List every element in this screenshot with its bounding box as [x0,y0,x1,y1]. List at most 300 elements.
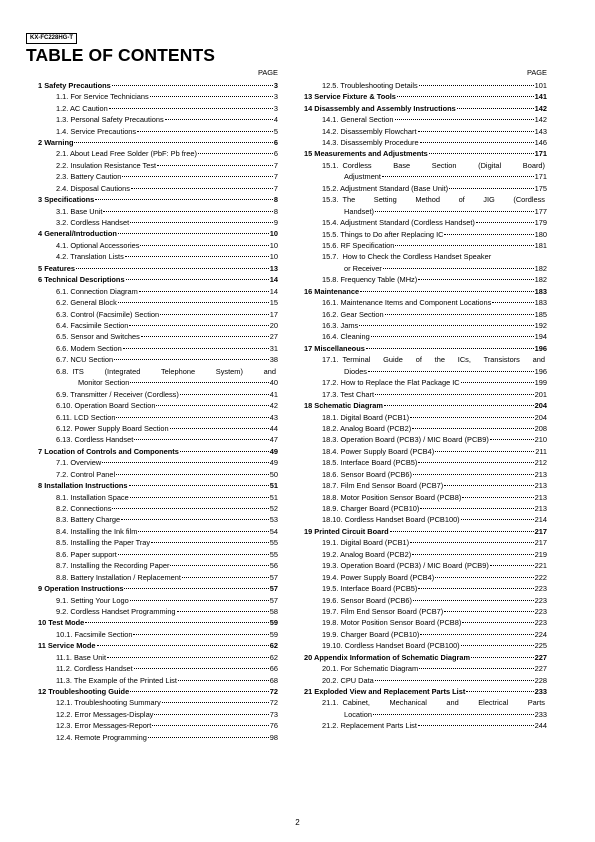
toc-subsection-entry[interactable] [304,377,547,388]
toc-entry-number: 2 [38,137,43,147]
toc-subsection-entry[interactable] [304,331,547,342]
dot-leader [134,668,269,669]
toc-subsection-entry[interactable] [304,720,547,731]
toc-entry-title: Interface Board (PCB5) [340,584,418,594]
toc-entry-number: 6.4. [56,320,69,330]
toc-entry-page: 10 [269,240,278,250]
toc-subsection-entry[interactable] [38,286,278,297]
toc-subsection-entry[interactable] [38,526,278,537]
toc-subsection-entry[interactable] [38,331,278,342]
toc-entry-number: 8.7. [56,561,69,571]
toc-entry-number: 11 [38,641,46,651]
toc-entry-title: Base Unit [73,652,106,662]
dot-leader [375,680,534,681]
dot-leader [130,222,273,223]
dot-leader [373,714,534,715]
toc-entry-title: Battery Installation / Replacement [70,572,181,582]
toc-entry-number: 9.1. [56,595,69,605]
toc-entry-page: 49 [269,458,278,468]
toc-entry-page: 214 [534,515,547,525]
dot-leader [152,725,268,726]
toc-entry-title: Battery Charge [70,515,121,525]
dot-leader [418,131,534,132]
toc-subsection-entry[interactable] [304,297,547,308]
toc-entry-number: 15 [304,149,313,159]
toc-entry-page: 40 [269,378,278,388]
toc-subsection-entry[interactable] [38,606,278,617]
toc-entry-page: 192 [534,321,547,331]
toc-entry-page: 142 [534,115,547,125]
toc-entry-page: 57 [269,595,278,605]
dot-leader [118,554,269,555]
toc-subsection-entry[interactable] [38,354,278,365]
toc-entry-page: 194 [534,332,547,342]
toc-entry-page: 72 [269,687,278,696]
toc-entry-number: 18.7. [322,481,339,491]
toc-entry-title: Film End Sensor Board (PCB7) [340,481,444,491]
dot-leader [366,348,534,349]
toc-subsection-entry[interactable] [38,537,278,548]
dot-leader [384,405,534,406]
toc-entry-number: 18.9. [322,504,339,514]
toc-subsection-entry[interactable] [38,469,278,480]
toc-entry-title: Safety Precautions [44,80,111,90]
toc-subsection-entry[interactable] [38,457,278,468]
toc-section-entry[interactable] [304,103,547,114]
toc-subsection-entry[interactable] [38,206,278,217]
toc-entry-page: 212 [534,458,547,468]
toc-subsection-entry[interactable] [304,240,547,251]
toc-entry-title: RF Specification [340,240,395,250]
toc-entry-title: Operation Board (PCB3) / MIC Board (PCB9) [340,561,489,571]
toc-entry-title: General Block [70,298,117,308]
toc-entry-page: 183 [534,298,547,308]
toc-section-entry[interactable] [38,686,278,697]
toc-entry-number: 17.1. [322,355,339,365]
toc-entry-number: 8 [38,481,43,491]
toc-entry-title: Cordless Handset [74,435,134,445]
toc-subsection-entry[interactable] [38,114,278,125]
toc-entry-page: 201 [534,389,547,399]
toc-entry-number: 14 [304,103,313,113]
toc-entry-number: 19.4. [322,572,339,582]
toc-entry-title: Remote Programming [74,732,147,742]
toc-entry-title: Paper support [70,549,117,559]
toc-entry-page: 7 [273,160,278,170]
dot-leader [395,119,534,120]
toc-subsection-entry[interactable] [304,675,547,686]
toc-subsection-entry[interactable] [38,595,278,606]
toc-subsection-entry[interactable] [304,126,547,137]
toc-right-column [304,68,547,732]
toc-subsection-entry[interactable] [304,480,547,491]
toc-entry-page: 223 [534,618,547,628]
toc-section-entry[interactable] [38,274,278,285]
toc-entry-page: 10 [269,252,278,262]
toc-section-entry[interactable] [38,263,278,274]
dot-leader [410,542,534,543]
toc-entry-title: Technical Descriptions [44,275,125,285]
dot-leader [461,645,534,646]
toc-subsection-entry[interactable] [38,297,278,308]
toc-subsection-entry[interactable] [38,148,278,159]
toc-entry-title: Facsimile Section [70,320,129,330]
toc-entry-number: 6.12. [56,423,73,433]
toc-entry-title-continued: Diodes [344,366,368,376]
toc-subsection-entry[interactable] [38,320,278,331]
toc-entry-page: 101 [534,80,547,90]
toc-entry-page: 72 [269,698,278,708]
toc-subsection-entry[interactable] [38,720,278,731]
toc-entry-page: 5 [273,126,278,136]
toc-entry-page: 49 [269,446,278,456]
toc-subsection-entry[interactable] [38,503,278,514]
toc-entry-title-continued: Monitor Section [78,378,130,388]
toc-subsection-entry[interactable] [38,126,278,137]
toc-entry-title: Control (Facsimile) Section [70,309,160,319]
dot-leader [177,611,269,612]
toc-entry-number: 7 [38,446,43,456]
toc-subsection-entry[interactable] [304,160,547,183]
toc-entry-page: 223 [534,595,547,605]
toc-entry-number: 12.5. [322,80,339,90]
toc-entry-number: 8.4. [56,526,69,536]
toc-entry-page: 142 [534,103,547,113]
toc-entry-page: 224 [534,629,547,639]
toc-entry-title-continued: Location [344,709,372,719]
toc-entry-title: Sensor Board (PCB6) [340,595,412,605]
toc-subsection-entry[interactable] [38,709,278,720]
toc-subsection-entry[interactable] [38,103,278,114]
dot-leader [420,634,533,635]
toc-entry-page: 56 [269,561,278,571]
toc-subsection-entry[interactable] [38,560,278,571]
toc-subsection-entry[interactable] [304,194,547,217]
toc-section-entry[interactable] [38,480,278,491]
toc-subsection-entry[interactable] [38,389,278,400]
toc-subsection-entry[interactable] [304,560,547,571]
toc-entry-page: 213 [534,492,547,502]
toc-subsection-entry[interactable] [38,91,278,102]
toc-subsection-entry[interactable] [38,732,278,743]
toc-entry-title: Operation Board Section [74,401,156,411]
toc-subsection-entry[interactable] [38,343,278,354]
dot-leader [397,96,534,97]
toc-subsection-entry[interactable] [304,446,547,457]
dot-leader [412,554,533,555]
toc-subsection-entry[interactable] [38,366,278,389]
dot-leader [383,268,534,269]
toc-subsection-entry[interactable] [38,492,278,503]
toc-subsection-entry[interactable] [38,652,278,663]
dot-leader [449,188,534,189]
toc-entry-page: 42 [269,401,278,411]
toc-subsection-entry[interactable] [304,514,547,525]
toc-entry-number: 19.1. [322,538,339,548]
toc-section-entry[interactable] [304,343,547,354]
toc-entry-page: 213 [534,481,547,491]
toc-subsection-entry[interactable] [304,217,547,228]
toc-entry-title: Disassembly Flowchart [340,126,417,136]
toc-entry-number: 15.1. [322,160,339,170]
toc-section-entry[interactable] [304,686,547,697]
toc-section-entry[interactable] [38,640,278,651]
toc-subsection-entry[interactable] [304,549,547,560]
toc-entry-number: 8.2. [56,504,69,513]
toc-subsection-entry[interactable] [304,309,547,320]
toc-entry-page: 196 [534,366,547,376]
toc-entry-number: 17.2. [322,378,339,388]
dot-leader [150,96,273,97]
toc-entry-page: 59 [269,618,278,628]
toc-subsection-entry[interactable] [304,537,547,548]
toc-entry-number: 6.9. [56,389,69,399]
dot-leader [116,417,268,418]
toc-subsection-entry[interactable] [304,389,547,400]
toc-subsection-entry[interactable] [38,629,278,640]
dot-leader [413,474,534,475]
toc-subsection-entry[interactable] [38,160,278,171]
toc-entry-number: 18.2. [322,423,339,433]
toc-subsection-entry[interactable] [38,663,278,674]
toc-entry-page: 57 [269,584,278,594]
dot-leader [412,428,533,429]
toc-section-entry[interactable] [38,583,278,594]
toc-section-entry[interactable] [304,526,547,537]
toc-entry-title: Location of Controls and Components [44,446,179,456]
toc-section-entry[interactable] [304,652,547,663]
toc-entry-title: Film End Sensor Board (PCB7) [340,606,444,616]
toc-entry-page: 8 [273,206,278,216]
page-number: 2 [295,818,300,827]
toc-entry-page: 233 [534,687,547,697]
toc-entry-title: AC Caution [69,103,108,113]
dot-leader [461,519,534,520]
dot-leader [129,325,268,326]
toc-subsection-entry[interactable] [38,549,278,560]
toc-entry-page: 233 [534,709,547,719]
toc-subsection-entry[interactable] [304,137,547,148]
toc-entry-title: Interface Board (PCB5) [340,458,418,468]
toc-entry-number: 21.1. [322,698,339,708]
dot-leader [444,611,533,612]
toc-entry-title: Test Chart [340,389,375,399]
dot-leader [471,657,534,658]
toc-section-entry[interactable] [304,400,547,411]
toc-subsection-entry[interactable] [304,229,547,240]
dot-leader [490,439,534,440]
dot-leader [141,336,269,337]
toc-entry-title: Personal Safety Precautions [70,115,164,125]
toc-entry-page: 31 [269,343,278,353]
toc-subsection-entry[interactable] [304,80,547,91]
toc-entry-title: Error Messages-Display [74,709,154,719]
toc-subsection-entry[interactable] [304,469,547,480]
toc-entry-page: 10 [269,229,278,239]
toc-entry-title: LCD Section [73,412,116,422]
toc-subsection-entry[interactable] [304,595,547,606]
toc-entry-page: 73 [269,709,278,719]
toc-entry-title: General/Introduction [44,229,117,239]
toc-entry-page: 180 [534,229,547,239]
toc-subsection-entry[interactable] [304,434,547,445]
toc-section-entry[interactable] [304,148,547,159]
toc-entry-page: 223 [534,584,547,594]
toc-entry-title: Maintenance [314,286,360,296]
toc-entry-title: Base Unit [70,206,103,216]
dot-leader [151,542,269,543]
toc-section-entry[interactable] [38,228,278,239]
toc-entry-number: 6.6. [56,343,69,353]
toc-section-entry[interactable] [38,194,278,205]
toc-entry-title: Terminal Guide of the ICs, Transistors and [342,355,545,365]
dot-leader [74,142,272,143]
toc-entry-number: 6.11. [56,412,72,422]
dot-leader [180,394,269,395]
toc-section-entry[interactable] [304,91,547,102]
toc-entry-title: Cordless Handset [70,218,130,228]
toc-entry-title: General Section [340,115,394,125]
toc-entry-page: 228 [534,675,547,685]
toc-subsection-entry[interactable] [304,640,547,651]
toc-entry-title: Specifications [44,195,95,205]
toc-entry-page: 182 [534,263,547,273]
toc-subsection-entry[interactable] [38,572,278,583]
toc-entry-title: Facsimile Section [74,629,133,639]
toc-entry-page: 227 [534,652,547,662]
toc-subsection-entry[interactable] [304,583,547,594]
toc-section-entry[interactable] [38,446,278,457]
dot-leader [418,725,534,726]
toc-subsection-entry[interactable] [304,183,547,194]
dot-leader [420,508,533,509]
toc-entry-title: Maintenance Items and Component Locations [340,298,492,308]
toc-entry-page: 141 [534,92,547,102]
toc-subsection-entry[interactable] [304,663,547,674]
toc-subsection-entry[interactable] [304,503,547,514]
toc-section-entry[interactable] [38,617,278,628]
toc-entry-page: 6 [273,149,278,159]
dot-leader [418,279,533,280]
toc-subsection-entry[interactable] [38,240,278,251]
toc-subsection-entry[interactable] [304,617,547,628]
toc-entry-title: Cordless Handset [73,664,133,674]
toc-subsection-entry[interactable] [38,217,278,228]
toc-subsection-entry[interactable] [304,572,547,583]
toc-subsection-entry[interactable] [304,114,547,125]
toc-entry-page: 54 [269,526,278,536]
toc-entry-title: Adjustment Standard (Base Unit) [340,183,449,193]
toc-subsection-entry[interactable] [304,274,547,285]
toc-subsection-entry[interactable] [38,434,278,445]
dot-leader [160,314,269,315]
dot-leader [395,245,533,246]
toc-entry-title: Cordless Base Section (Digital Board) [342,160,545,170]
dot-leader [457,108,534,109]
toc-subsection-entry[interactable] [38,514,278,525]
toc-entry-number: 15.6. [322,240,339,250]
toc-entry-title: Overview [70,458,102,468]
toc-entry-number: 20.2. [322,675,339,685]
dot-leader [385,314,534,315]
toc-subsection-entry[interactable] [38,412,278,423]
toc-entry-number: 14.3. [322,137,339,147]
toc-entry-page: 15 [269,298,278,308]
dot-leader [118,302,269,303]
toc-entry-number: 3.1. [56,206,69,216]
dot-leader [375,211,534,212]
dot-leader [140,245,268,246]
toc-entry-page: 13 [269,263,278,273]
toc-subsection-entry[interactable] [38,400,278,411]
toc-entry-page: 179 [534,218,547,228]
toc-entry-title: Charger Board (PCB10) [340,629,420,639]
toc-subsection-entry[interactable] [304,251,547,274]
toc-subsection-entry[interactable] [38,309,278,320]
toc-subsection-entry[interactable] [304,412,547,423]
toc-entry-number: 6.2. [56,298,69,308]
toc-entry-page: 47 [269,435,278,445]
toc-entry-title: Installing the Recording Paper [70,561,170,571]
toc-subsection-entry[interactable] [304,457,547,468]
page-title: TABLE OF CONTENTS [26,45,216,65]
dot-leader [382,176,534,177]
toc-entry-title: The Setting Method of JIG (Cordless [342,195,545,205]
toc-entry-title: Control Panel [70,469,116,479]
toc-subsection-entry[interactable] [304,423,547,434]
toc-section-entry[interactable] [38,80,278,91]
toc-subsection-entry[interactable] [38,675,278,686]
toc-subsection-entry[interactable] [38,171,278,182]
toc-entry-number: 2.3. [56,172,69,182]
toc-entry-page: 244 [534,721,547,731]
toc-subsection-entry[interactable] [304,492,547,503]
toc-subsection-entry[interactable] [304,606,547,617]
toc-entry-number: 2.4. [56,183,69,193]
toc-entry-number: 15.4. [322,218,339,228]
dot-leader [170,428,269,429]
dot-leader [368,371,534,372]
toc-entry-number: 1.4. [56,126,69,136]
toc-subsection-entry[interactable] [304,697,547,720]
dot-leader [371,336,534,337]
toc-subsection-entry[interactable] [38,183,278,194]
toc-entry-number: 11.3. [56,675,72,685]
toc-section-entry[interactable] [304,286,547,297]
toc-subsection-entry[interactable] [38,251,278,262]
dot-leader [413,600,534,601]
toc-entry-number: 6.13. [56,435,73,445]
toc-entry-title: Sensor Board (PCB6) [340,469,412,479]
toc-entry-title-continued: Handset) [344,206,374,216]
toc-subsection-entry[interactable] [304,320,547,331]
toc-entry-title: Adjustment Standard (Cordless Handset) [340,218,475,228]
toc-subsection-entry[interactable] [38,697,278,708]
toc-entry-page: 171 [534,172,547,182]
dot-leader [476,222,534,223]
toc-entry-number: 7.2. [56,469,69,479]
dot-leader [410,417,534,418]
dot-leader [102,462,269,463]
toc-entry-page: 210 [534,435,547,445]
toc-subsection-entry[interactable] [304,629,547,640]
toc-entry-number: 8.8. [56,572,69,582]
toc-entry-page: 3 [273,80,278,90]
toc-subsection-entry[interactable] [304,354,547,377]
toc-subsection-entry[interactable] [38,423,278,434]
toc-section-entry[interactable] [38,137,278,148]
dot-leader [178,680,269,681]
